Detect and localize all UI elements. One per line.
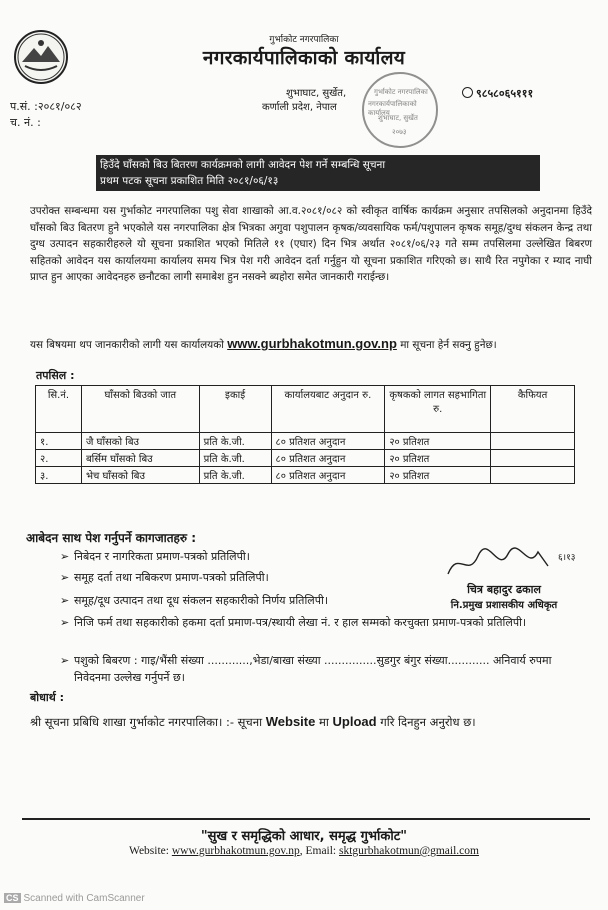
table-row (36, 450, 575, 467)
table-cell: १. (36, 433, 82, 450)
signatory-name: चित्र बहादुर ढकाल (467, 583, 541, 596)
cc-label: बोधार्थ : (30, 691, 65, 704)
phone-number: ९८५८०६५१११ (476, 87, 534, 100)
table-cell: ८० प्रतिशत अनुदान (271, 467, 385, 484)
stamp-line4: २०७३ (392, 128, 407, 136)
cc-website-word: Website (265, 714, 316, 729)
table-cell (491, 467, 575, 484)
details-label: तपसिल : (36, 369, 75, 382)
camscanner-logo-icon: CS (6, 893, 19, 903)
info-paragraph (30, 335, 592, 354)
address-line1: शुभाघाट, सुर्खेत, (286, 88, 347, 99)
office-stamp (362, 72, 438, 148)
documents-title: आबेदन साथ पेश गर्नुपर्ने कागजातहरु : (26, 531, 197, 545)
list-item-text: पशुको बिबरण : गाइ/भैंसी संख्या ............,भेडा/बाखा संख्या ...............सुडगुर बंगुर संख्या............ अनिवार्य रुपमा निवेदनमा उल्लेख गर्नुपर्ने छ। (74, 654, 552, 684)
list-item-text: समूह/दूध उत्पादन तथा दूध संकलन सहकारीको निर्णय प्रतिलिपी। (74, 594, 329, 607)
table-cell: ८० प्रतिशत अनुदान (271, 450, 385, 467)
col-header-sn: सि.नं. (36, 386, 82, 433)
signature-block (418, 553, 590, 611)
notice-title: हिउँदे घाँसको बिउ बितरण कार्यक्रमको लागी आवेदन पेश गर्ने सम्बन्धि सूचना (100, 159, 386, 171)
table-cell: ८० प्रतिशत अनुदान (271, 433, 385, 450)
table-cell: २० प्रतिशत (385, 467, 491, 484)
list-item-text: निबेदन र नागरिकता प्रमाण-पत्रको प्रतिलिपी। (74, 550, 250, 563)
signatory-title: नि.प्रमुख प्रशासकीय अधिकृत (450, 600, 558, 611)
notice-paragraph: उपरोक्त सम्बन्धमा यस गुर्भाकोट नगरपालिका पशु सेवा शाखाको आ.व.२०८१/०८२ को स्वीकृत वार्षिक कार्यक्रम अनुसार तपसिलको अनुदानमा हिउँदे घाँसको बिउ बितरण हुने भएकोले यस नगरपालिका क्षेत्र भित्रका अगुवा पशुपालन कृषक/व्यवसायिक फर्म/पशुपालन कृषक समूह/दुग्ध संकलन केन्द्र तथा दुग्ध उत्पादन सहकारीहरुले यो सूचना प्रकाशित भएको मितिले ११ (एघार) दिन भित्र अर्थात २०८१/०६/२३ गते सम्म तपसिलमा उल्लेखित बिबरण सहितको आवेदन यस कार्यालयमा कार्यालय समय भित्र पेश गरी आवेदन दर्ता गर्नुहुन यो सूचना प्रकाशित गरिएको छ। साथै रित नपुगेका र म्याद नाघी प्राप्त हुन आएका आवेदनहरु छनौटका लागी समाबेश हुन नसक्ने ब्यहोरा समेत जानकारी गराईन्छ। (30, 205, 592, 284)
stamp-line1: गुर्भाकोट नगरपालिका (374, 88, 428, 96)
cc-text-before: श्री सूचना प्रबिधि शाखा गुर्भाकोट नगरपालिका। :- सूचना (30, 715, 266, 729)
cc-text (30, 714, 476, 730)
arrow-bullet-icon: ➢ (60, 571, 70, 584)
footer-contact (0, 845, 608, 857)
signature-date: ६।१३ (558, 553, 576, 563)
arrow-bullet-icon: ➢ (60, 550, 70, 563)
table-cell: बर्सिम घाँसको बिउ (81, 450, 199, 467)
office-title: नगरकार्यपालिकाको कार्यालय (202, 47, 406, 69)
table-row (36, 467, 575, 484)
table-cell: २० प्रतिशत (385, 433, 491, 450)
website-link[interactable]: www.gurbhakotmun.gov.np (227, 336, 397, 351)
table-row (36, 433, 575, 450)
col-header-unit: इकाई (199, 386, 271, 433)
footer-divider (22, 818, 590, 820)
cc-upload-word: Upload (332, 714, 377, 729)
arrow-bullet-icon: ➢ (60, 616, 70, 629)
list-item-text: निजि फर्म तथा सहकारीको हकमा दर्ता प्रमाण-पत्र/स्थायी लेखा नं. र हाल सम्मको करचुक्ता प्रमाण-पत्रको प्रतिलिपी। (74, 616, 527, 629)
table-cell: प्रति के.जी. (199, 450, 271, 467)
footer-email-link[interactable]: sktgurbhakotmun@gmail.com (339, 845, 479, 857)
stamp-line3: शुभाघाट, सुर्खेत (378, 114, 418, 122)
list-item (60, 652, 590, 686)
address-line2: कर्णाली प्रदेश, नेपाल (262, 102, 337, 113)
arrow-bullet-icon: ➢ (60, 654, 70, 667)
footer-website-link[interactable]: www.gurbhakotmun.gov.np (171, 845, 300, 857)
seed-table (35, 385, 575, 484)
table-cell (491, 450, 575, 467)
table-cell: ३. (36, 467, 82, 484)
table-cell: प्रति के.जी. (199, 467, 271, 484)
stamp-line2: नगरकार्यपालिकाको कार्यालय (368, 100, 417, 117)
table-cell: जै घाँसको बिउ (81, 433, 199, 450)
arrow-bullet-icon: ➢ (60, 594, 70, 607)
col-header-farmer-share: कृषकको लागत सहभागिता रु. (385, 386, 491, 433)
col-header-seed-type: घाँसको बिउको जात (81, 386, 199, 433)
info-text-after: मा सूचना हेर्न सक्नु हुनेछ। (396, 339, 497, 351)
list-item (60, 592, 420, 609)
cc-text-after: गरि दिनहुन अनुरोध छ। (376, 715, 476, 729)
list-item (60, 569, 420, 586)
table-header-row (36, 386, 575, 433)
footer-slogan: "सुख र समृद्धिको आधार, समृद्ध गुर्भाकोट" (200, 829, 408, 844)
col-header-remarks: कैफियत (491, 386, 575, 433)
table-cell: २. (36, 450, 82, 467)
table-cell (491, 433, 575, 450)
table-cell: प्रति के.जी. (199, 433, 271, 450)
table-cell: २० प्रतिशत (385, 450, 491, 467)
footer-email-label: , Email: (299, 845, 340, 857)
table-cell: भेच घाँसको बिउ (81, 467, 199, 484)
notice-title-band (96, 155, 540, 191)
municipality-name: गुर्भाकोट नगरपालिका (269, 35, 339, 45)
notice-publish-date: प्रथम पटक सूचना प्रकाशित मिति २०८१/०६/१३ (100, 175, 279, 187)
phone-icon (462, 87, 473, 98)
cc-text-mid: मा (315, 715, 333, 729)
dispatch-number: च. नं. : (10, 116, 41, 129)
list-item-text: समूह दर्ता तथा नबिकरण प्रमाण-पत्रको प्रतिलिपी। (74, 571, 269, 584)
letter-ref-number: प.सं. :२०८१/०८२ (10, 100, 82, 113)
list-item (60, 614, 590, 631)
scanner-watermark (4, 893, 145, 904)
info-text-before: यस बिषयमा थप जानकारीको लागी यस कार्यालयको (30, 339, 228, 351)
footer-website-label: Website: (129, 845, 172, 857)
col-header-subsidy: कार्यालयबाट अनुदान रु. (271, 386, 385, 433)
scanner-text: Scanned with CamScanner (23, 893, 145, 904)
